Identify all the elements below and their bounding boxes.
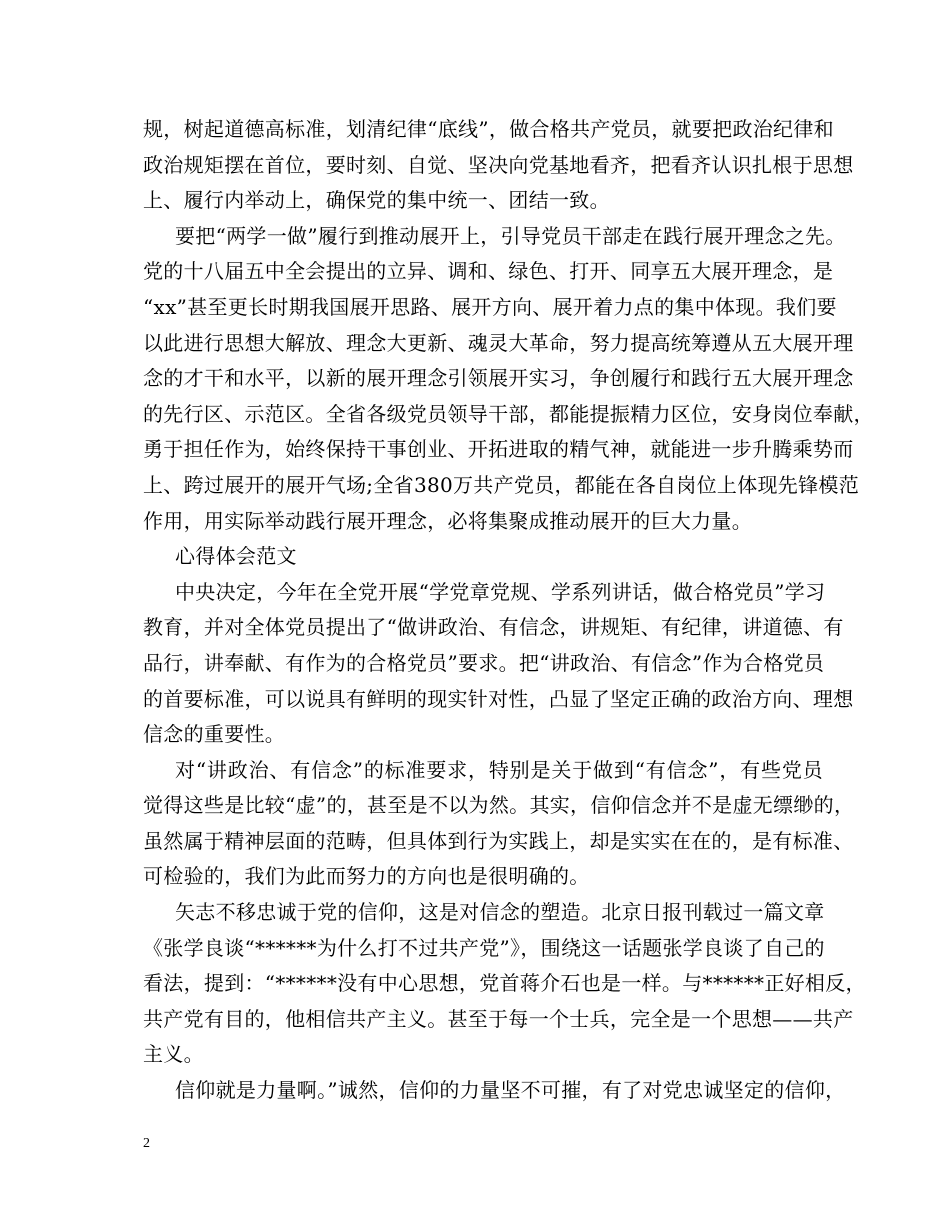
text-line: 对“讲政治、有信念”的标准要求，特别是关于做到“有信念”，有些党员 (175, 757, 823, 782)
text-line: 共产党有目的，他相信共产主义。甚至于每一个士兵，完全是一个思想——共产 (143, 1006, 854, 1031)
text-line: 看法，提到：“******没有中心思想，党首蒋介石也是一样。与******正好相反， (143, 971, 866, 996)
text-line: 品行，讲奉献、有作为的合格党员”要求。把“讲政治、有信念”作为合格党员 (143, 650, 825, 675)
text-line: 信念的重要性。 (143, 722, 286, 747)
text-line: 党的十八届五中全会提出的立异、调和、绿色、打开、同享五大展开理念，是 (143, 259, 834, 284)
text-line: 上、跨过展开的展开气场;全省380万共产党员，都能在各自岗位上体现先锋模范 (143, 472, 860, 497)
text-line: 勇于担任作为，始终保持干事创业、开拓进取的精气神，就能进一步升腾乘势而 (143, 437, 854, 462)
text-line: 的首要标准，可以说具有鲜明的现实针对性，凸显了坚定正确的政治方向、理想 (143, 686, 854, 711)
paragraph (143, 895, 866, 1073)
paragraph (143, 1073, 846, 1109)
text-line: 虽然属于精神层面的范畴，但具体到行为实践上，却是实实在在的，是有标准、 (143, 828, 854, 853)
text-line: 教育，并对全体党员提出了“做讲政治、有信念，讲规矩、有纪律，讲道德、有 (143, 615, 844, 640)
text-line: 中央决定，今年在全党开展“学党章党规、学系列讲话，做合格党员”学习 (175, 579, 826, 604)
paragraph (143, 219, 874, 539)
document-body (143, 112, 874, 1109)
text-line: 可检验的，我们为此而努力的方向也是很明确的。 (143, 864, 590, 889)
text-line: “xx”甚至更长时期我国展开思路、展开方向、展开着力点的集中体现。我们要 (143, 294, 837, 319)
text-line: 心得体会范文 (175, 544, 297, 569)
text-line: 规，树起道德高标准，划清纪律“底线”，做合格共产党员，就要把政治纪律和 (143, 117, 834, 141)
text-line: 的先行区、示范区。全省各级党员领导干部，都能提振精力区位，安身岗位奉献， (143, 401, 874, 426)
text-line: 上、履行内举动上，确保党的集中统一、团结一致。 (143, 188, 610, 213)
text-line: 信仰就是力量啊。”诚然，信仰的力量坚不可摧，有了对党忠诚坚定的信仰， (175, 1078, 846, 1103)
page-number: 2 (143, 1136, 150, 1151)
text-line: 念的才干和水平，以新的展开理念引领展开实习，争创履行和践行五大展开理念 (143, 366, 854, 391)
text-line: 觉得这些是比较“虚”的，甚至是不以为然。其实，信仰信念并不是虚无缥缈的， (143, 793, 855, 818)
text-line: 作用，用实际举动践行展开理念，必将集聚成推动展开的巨大力量。 (143, 508, 752, 533)
text-line: 要把“两学一做”履行到推动展开上，引导党员干部走在践行展开理念之先。 (175, 223, 846, 248)
text-line: 主义。 (143, 1042, 204, 1067)
paragraph (143, 539, 823, 575)
paragraph (143, 753, 855, 895)
paragraph (143, 575, 854, 753)
text-line: 矢志不移忠诚于党的信仰，这是对信念的塑造。北京日报刊载过一篇文章 (175, 900, 825, 925)
text-line: 以此进行思想大解放、理念大更新、魂灵大革命，努力提高统筹遵从五大展开理 (143, 330, 854, 355)
paragraph (143, 112, 854, 219)
text-line: 政治规矩摆在首位，要时刻、自觉、坚决向党基地看齐，把看齐认识扎根于思想 (143, 152, 854, 177)
text-line: 《张学良谈“******为什么打不过共产党”》，围绕这一话题张学良谈了自己的 (143, 935, 825, 960)
